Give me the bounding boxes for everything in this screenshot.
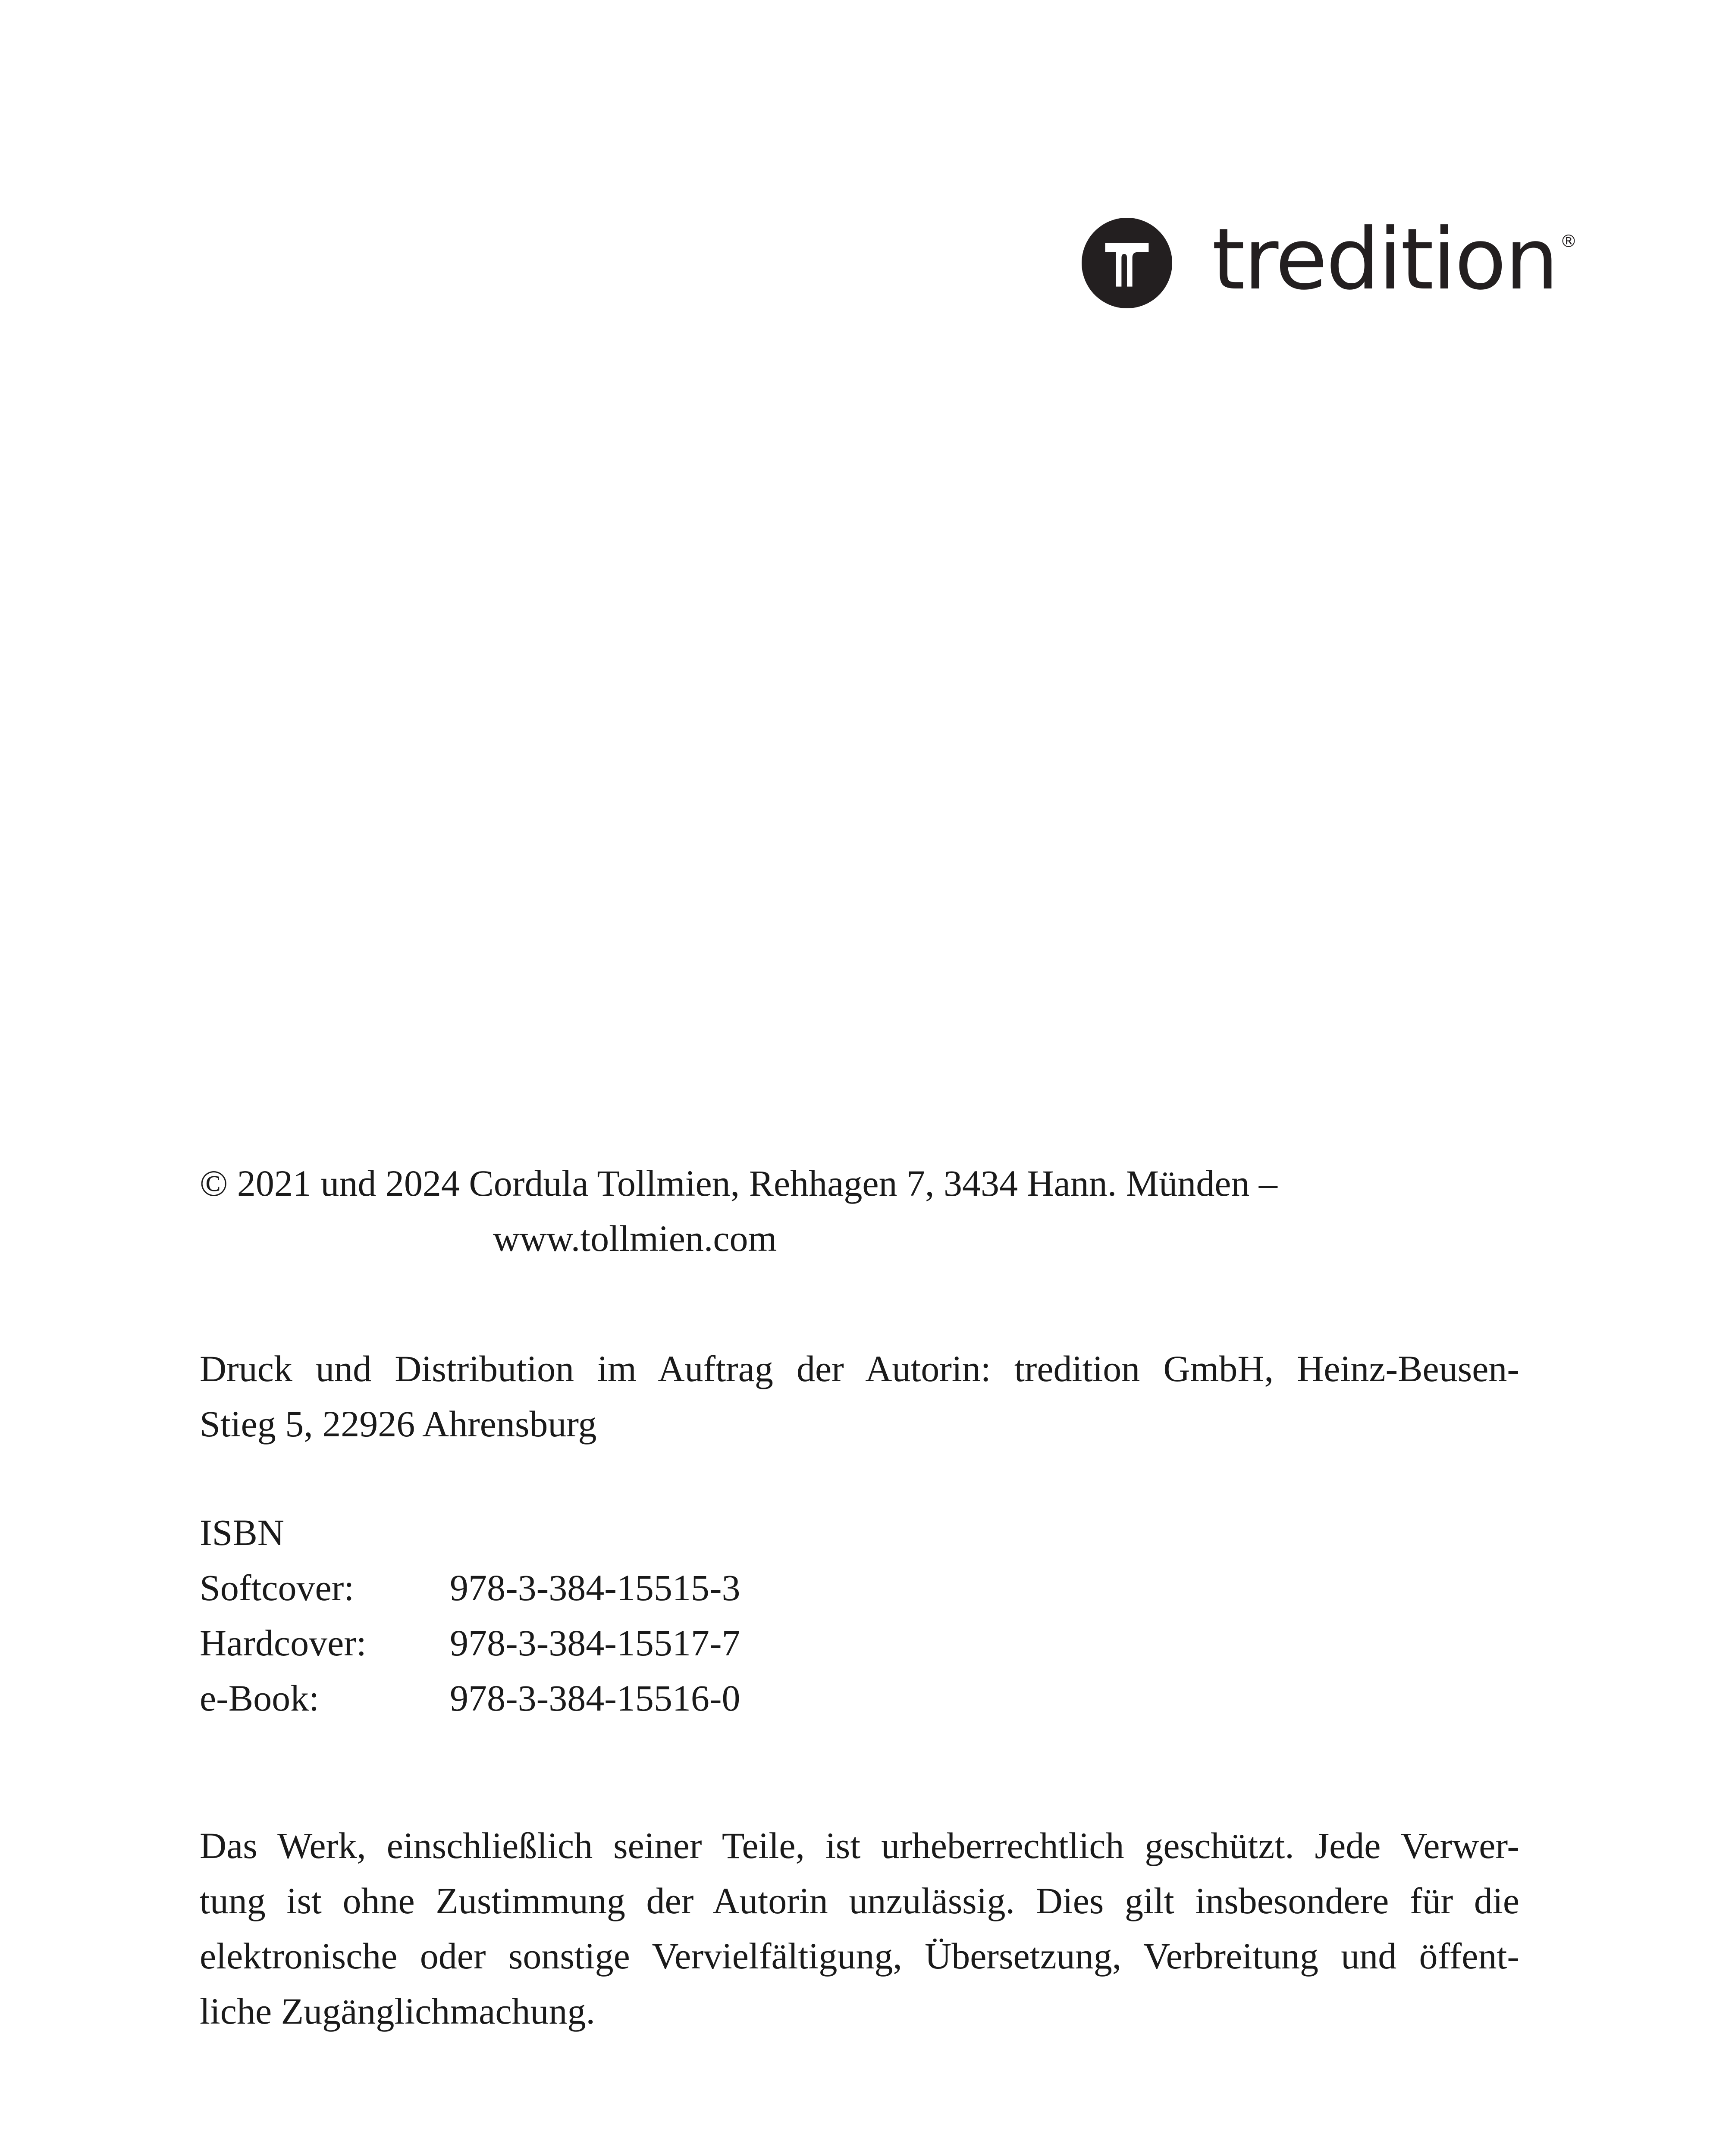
isbn-row-hardcover: [200, 1615, 1519, 1670]
isbn-row-ebook: [200, 1670, 1519, 1726]
rights-line: Das Werk, einschließlich seiner Teile, ist urheberrechtlich geschützt. Jede Verwer-: [200, 1825, 1519, 1866]
printing-line: Druck und Distribution im Auftrag der Autorin: tredition GmbH, Heinz-Beusen-: [200, 1348, 1519, 1389]
logo-wordmark: tredition ®: [1212, 210, 1576, 309]
isbn-block: [200, 1505, 1519, 1726]
registered-mark: ®: [1560, 232, 1576, 251]
rights-notice: [200, 1818, 1519, 2039]
publisher-logo: [1082, 210, 1576, 309]
printing-line: Stieg 5, 22926 Ahrensburg: [200, 1403, 597, 1445]
isbn-heading: ISBN: [200, 1512, 284, 1553]
isbn-value: 978-3-384-15516-0: [450, 1677, 740, 1719]
copyright-notice: [200, 1156, 1519, 1266]
rights-line: liche Zugänglichmachung.: [200, 1990, 596, 2032]
printing-notice: [200, 1341, 1519, 1451]
isbn-label: Softcover:: [200, 1567, 355, 1608]
isbn-value: 978-3-384-15517-7: [450, 1622, 740, 1664]
copyright-line: © 2021 und 2024 Cordula Tollmien, Rehhagen 7, 3434 Hann. Münden –: [200, 1163, 1277, 1204]
tredition-t-logo-icon: [1082, 218, 1172, 308]
isbn-row-softcover: [200, 1560, 1519, 1615]
isbn-value: 978-3-384-15515-3: [450, 1567, 740, 1608]
website-link[interactable]: www.tollmien.com: [493, 1218, 777, 1259]
isbn-label: e-Book:: [200, 1677, 320, 1719]
rights-line: elektronische oder sonstige Vervielfältigung, Übersetzung, Verbreitung und öffent-: [200, 1935, 1519, 1977]
rights-line: tung ist ohne Zustimmung der Autorin unzulässig. Dies gilt insbesondere für die: [200, 1880, 1519, 1921]
isbn-label: Hardcover:: [200, 1622, 367, 1664]
